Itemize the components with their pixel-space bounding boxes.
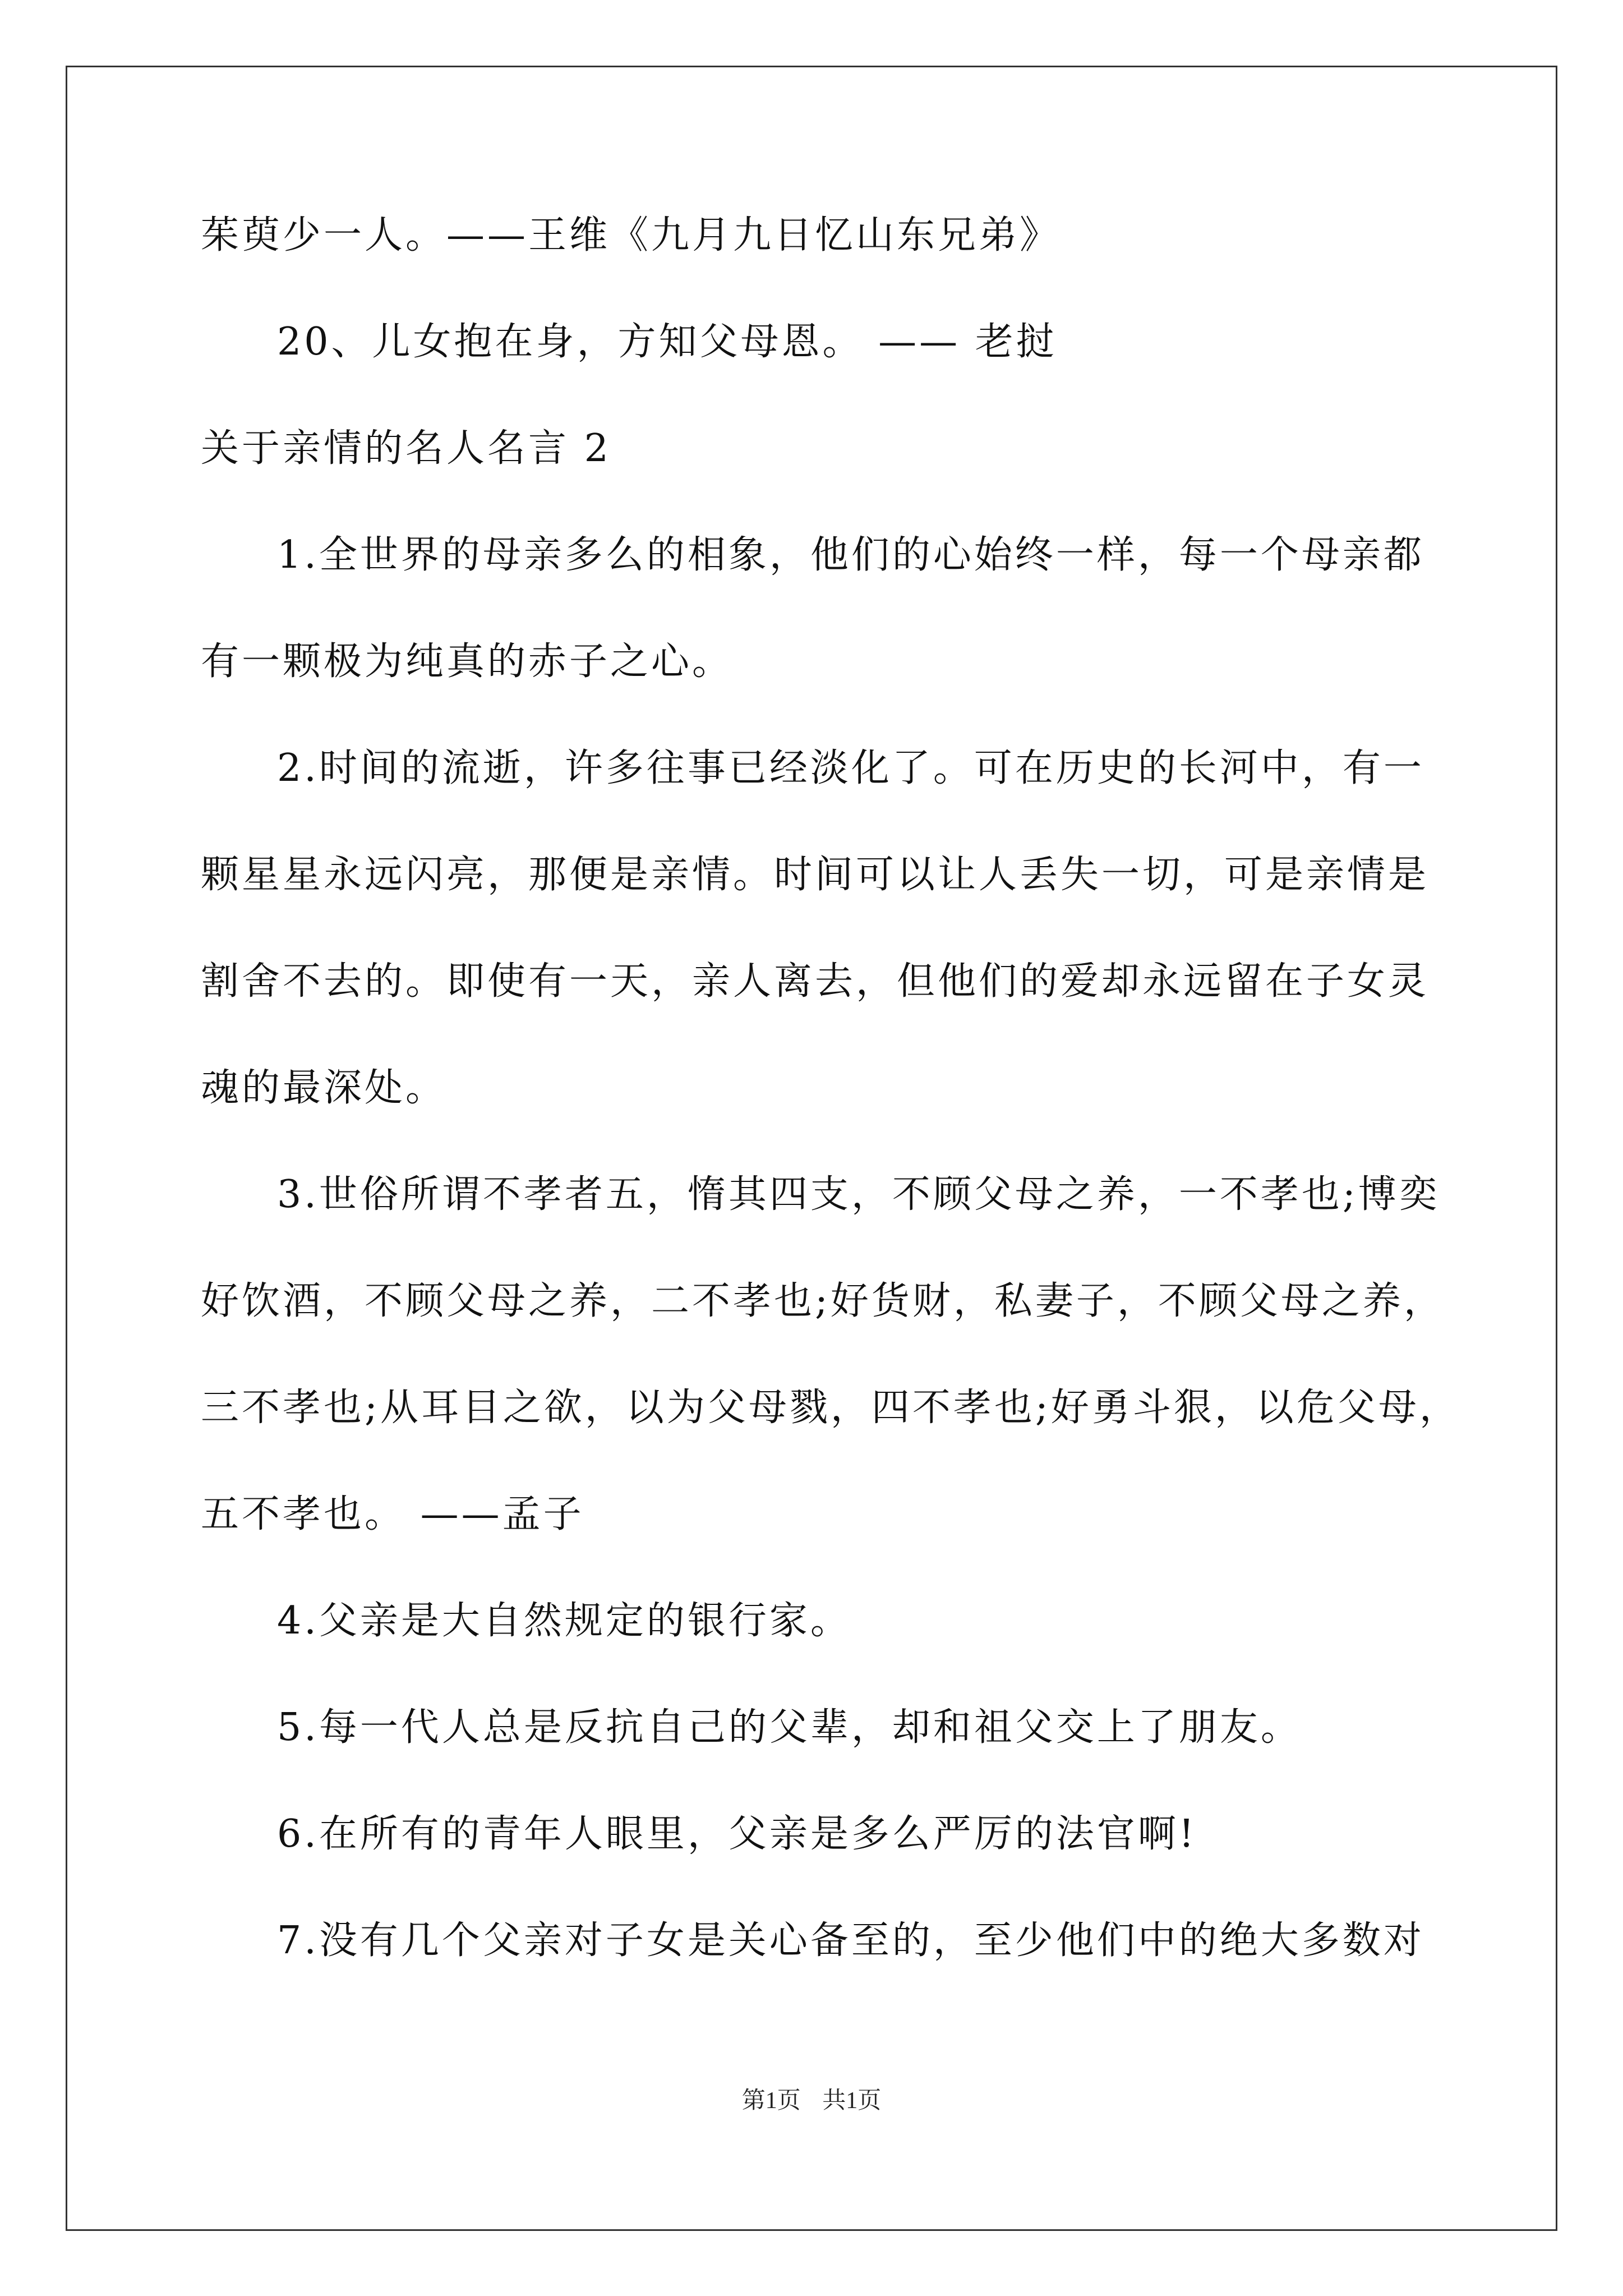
page-total: 共1页 — [822, 2088, 882, 2114]
quote-3-line-1: 3.世俗所谓不孝者五，惰其四支，不顾父母之养，一不孝也;博奕 — [277, 1172, 1440, 1217]
quote-2-line-2: 颗星星永远闪亮，那便是亲情。时间可以让人丢失一切，可是亲情是 — [201, 853, 1430, 897]
quote-1-line-1: 1.全世界的母亲多么的相象，他们的心始终一样，每一个母亲都 — [277, 533, 1424, 577]
quote-6: 6.在所有的青年人眼里，父亲是多么严厉的法官啊! — [277, 1812, 1197, 1856]
section-heading: 关于亲情的名人名言 2 — [201, 426, 611, 471]
page-number: 第1页 — [741, 2088, 801, 2114]
page-border — [66, 66, 1557, 2231]
text-line: 茱萸少一人。——王维《九月九日忆山东兄弟》 — [201, 213, 1061, 257]
quote-2-line-4: 魂的最深处。 — [201, 1066, 447, 1110]
quote-20: 20、儿女抱在身，方知父母恩。 —— 老挝 — [277, 320, 1057, 364]
quote-4: 4.父亲是大自然规定的银行家。 — [277, 1599, 851, 1643]
quote-2-line-3: 割舍不去的。即使有一天，亲人离去，但他们的爱却永远留在子女灵 — [201, 959, 1430, 1004]
quote-5: 5.每一代人总是反抗自己的父辈，却和祖父交上了朋友。 — [277, 1705, 1302, 1750]
quote-7-line-1: 7.没有几个父亲对子女是关心备至的，至少他们中的绝大多数对 — [277, 1918, 1424, 1963]
quote-3-line-3: 三不孝也;从耳目之欲，以为父母戮，四不孝也;好勇斗狠，以危父母， — [201, 1386, 1460, 1430]
quote-3-line-4: 五不孝也。 ——孟子 — [201, 1492, 584, 1536]
quote-3-line-2: 好饮酒，不顾父母之养，二不孝也;好货财，私妻子，不顾父母之养， — [201, 1279, 1445, 1323]
quote-1-line-2: 有一颗极为纯真的赤子之心。 — [201, 639, 734, 684]
page-footer — [0, 2087, 1623, 2115]
quote-2-line-1: 2.时间的流逝，许多往事已经淡化了。可在历史的长河中，有一 — [277, 746, 1424, 790]
